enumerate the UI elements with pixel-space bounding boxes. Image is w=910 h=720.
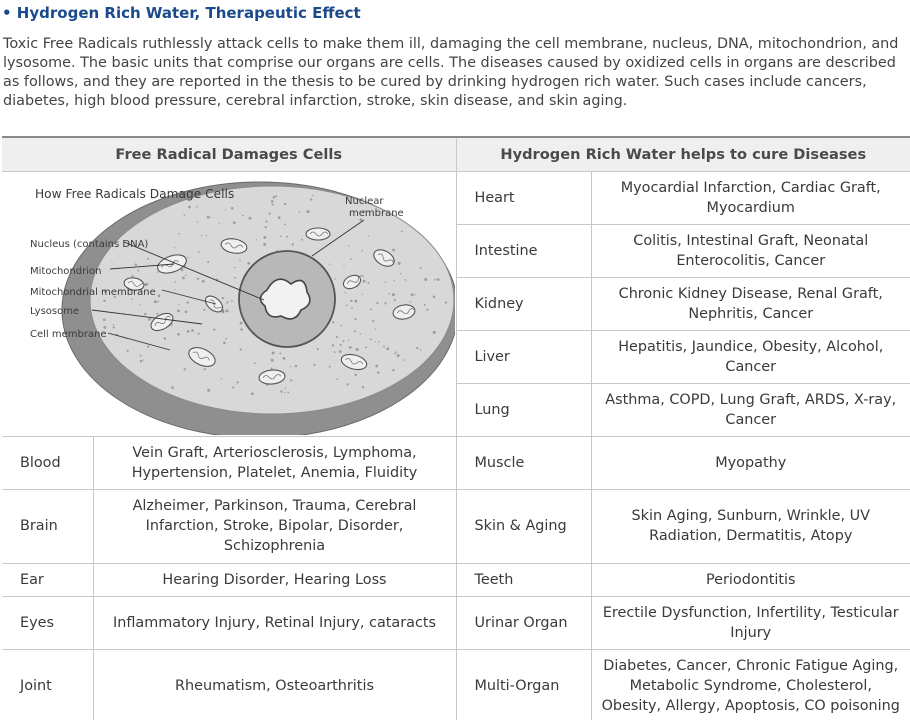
cell-diagram-cell <box>2 171 456 436</box>
cytoplasm-speckle <box>226 309 229 312</box>
cytoplasm-speckle <box>157 271 159 273</box>
cytoplasm-speckle <box>424 278 427 281</box>
cytoplasm-speckle <box>336 378 338 380</box>
cytoplasm-speckle <box>384 302 386 304</box>
cytoplasm-speckle <box>201 235 203 237</box>
cytoplasm-speckle <box>239 260 241 262</box>
cytoplasm-speckle <box>312 195 313 196</box>
cytoplasm-speckle <box>290 366 291 367</box>
cytoplasm-speckle <box>370 308 372 310</box>
table-row <box>2 436 910 489</box>
cytoplasm-speckle <box>269 213 271 215</box>
cytoplasm-speckle <box>203 309 205 311</box>
cytoplasm-speckle <box>437 278 440 281</box>
cytoplasm-speckle <box>147 346 149 348</box>
cytoplasm-speckle <box>187 301 189 303</box>
cytoplasm-speckle <box>135 263 137 265</box>
cytoplasm-speckle <box>372 320 374 322</box>
cytoplasm-speckle <box>119 255 120 256</box>
cytoplasm-speckle <box>354 300 357 303</box>
cytoplasm-speckle <box>275 195 277 197</box>
cytoplasm-speckle <box>329 263 330 264</box>
cytoplasm-speckle <box>247 262 250 265</box>
disease-list: Vein Graft, Arteriosclerosis, Lymphoma, Hypertension, Platelet, Anemia, Fluidity <box>93 436 456 489</box>
page-title: • Hydrogen Rich Water, Therapeutic Effect <box>2 4 361 22</box>
cytoplasm-speckle <box>113 324 114 325</box>
cytoplasm-speckle <box>272 203 274 205</box>
organ-name: Blood <box>2 436 93 489</box>
cytoplasm-speckle <box>375 341 376 342</box>
cytoplasm-speckle <box>356 348 359 351</box>
cytoplasm-speckle <box>158 294 161 297</box>
cytoplasm-speckle <box>219 223 220 224</box>
left-column-header: Free Radical Damages Cells <box>2 137 456 171</box>
cytoplasm-speckle <box>174 247 175 248</box>
cytoplasm-speckle <box>198 251 200 253</box>
cytoplasm-speckle <box>174 281 175 282</box>
cytoplasm-speckle <box>292 243 294 245</box>
organ-name: Muscle <box>456 436 591 489</box>
cytoplasm-speckle <box>280 390 282 392</box>
cytoplasm-speckle <box>191 329 194 332</box>
cytoplasm-speckle <box>144 313 146 315</box>
table-row <box>2 649 910 720</box>
disease-list: Hearing Disorder, Hearing Loss <box>93 563 456 596</box>
cytoplasm-speckle <box>354 374 356 376</box>
cytoplasm-speckle <box>363 280 366 283</box>
cytoplasm-speckle <box>147 258 149 260</box>
cytoplasm-speckle <box>284 358 286 360</box>
disease-list: Myocardial Infarction, Cardiac Graft, Myocardium <box>591 171 910 224</box>
cytoplasm-speckle <box>240 349 242 351</box>
right-column-header: Hydrogen Rich Water helps to cure Diseases <box>456 137 910 171</box>
disease-list: Periodontitis <box>591 563 910 596</box>
cytoplasm-speckle <box>184 368 186 370</box>
cytoplasm-speckle <box>196 206 198 208</box>
cytoplasm-speckle <box>301 239 303 241</box>
cytoplasm-speckle <box>394 353 396 355</box>
cytoplasm-speckle <box>256 239 257 240</box>
cytoplasm-speckle <box>368 235 369 236</box>
cytoplasm-speckle <box>420 267 422 269</box>
organ-name: Joint <box>2 649 93 720</box>
cytoplasm-speckle <box>204 368 206 370</box>
cytoplasm-speckle <box>137 270 139 272</box>
cytoplasm-speckle <box>383 346 385 348</box>
cytoplasm-speckle <box>254 362 256 364</box>
cytoplasm-speckle <box>388 293 390 295</box>
cytoplasm-speckle <box>225 338 227 340</box>
cytoplasm-speckle <box>213 329 215 331</box>
cytoplasm-speckle <box>272 352 275 355</box>
cytoplasm-speckle <box>242 215 244 217</box>
cytoplasm-speckle <box>187 257 188 258</box>
cytoplasm-speckle <box>232 386 234 388</box>
cytoplasm-speckle <box>427 309 428 310</box>
cytoplasm-speckle <box>273 196 276 199</box>
cytoplasm-speckle <box>140 360 143 363</box>
cytoplasm-speckle <box>290 379 292 381</box>
cytoplasm-speckle <box>394 299 396 301</box>
mitochondrion-shape <box>306 228 330 240</box>
cytoplasm-speckle <box>410 301 411 302</box>
cytoplasm-speckle <box>416 347 418 349</box>
cytoplasm-speckle <box>346 304 348 306</box>
cytoplasm-speckle <box>197 278 199 280</box>
cytoplasm-speckle <box>329 366 331 368</box>
cytoplasm-speckle <box>350 258 352 260</box>
table-row <box>2 171 910 224</box>
cytoplasm-speckle <box>332 344 334 346</box>
cytoplasm-speckle <box>343 340 345 342</box>
cytoplasm-speckle <box>263 236 266 239</box>
cytoplasm-speckle <box>156 313 158 315</box>
cytoplasm-speckle <box>279 352 281 354</box>
cytoplasm-speckle <box>222 297 224 299</box>
cytoplasm-speckle <box>350 300 352 302</box>
cytoplasm-speckle <box>234 277 236 279</box>
cytoplasm-speckle <box>148 318 151 321</box>
cytoplasm-speckle <box>424 304 426 306</box>
cytoplasm-speckle <box>335 278 337 280</box>
cytoplasm-speckle <box>392 369 394 371</box>
cytoplasm-speckle <box>370 338 372 340</box>
cytoplasm-speckle <box>306 210 309 213</box>
cytoplasm-speckle <box>434 279 436 281</box>
label-nuclear-membrane: Nuclear <box>345 196 384 207</box>
cytoplasm-speckle <box>401 230 403 232</box>
disease-table <box>2 136 910 720</box>
cell-damage-diagram <box>2 172 455 435</box>
cytoplasm-speckle <box>287 392 289 394</box>
cytoplasm-speckle <box>131 299 132 300</box>
cytoplasm-speckle <box>187 330 190 333</box>
cytoplasm-speckle <box>140 304 141 305</box>
cytoplasm-speckle <box>295 365 297 367</box>
label-nucleus: Nucleus (contains DNA) <box>30 239 149 250</box>
cytoplasm-speckle <box>411 293 414 296</box>
organ-name: Liver <box>456 330 591 383</box>
disease-list: Colitis, Intestinal Graft, Neonatal Enterocolitis, Cancer <box>591 224 910 277</box>
organ-name: Skin & Aging <box>456 489 591 563</box>
organ-name: Ear <box>2 563 93 596</box>
cytoplasm-speckle <box>340 325 341 326</box>
disease-list: Alzheimer, Parkinson, Trauma, Cerebral Infarction, Stroke, Bipolar, Disorder, Schizophrenia <box>93 489 456 563</box>
cytoplasm-speckle <box>271 367 273 369</box>
cytoplasm-speckle <box>126 350 128 352</box>
cytoplasm-speckle <box>284 392 285 393</box>
cytoplasm-speckle <box>336 336 338 338</box>
label-mitochondrion: Mitochondrion <box>30 266 102 277</box>
cytoplasm-speckle <box>386 347 389 350</box>
cytoplasm-speckle <box>132 275 134 277</box>
table-row <box>2 489 910 563</box>
disease-list: Chronic Kidney Disease, Renal Graft, Nephritis, Cancer <box>591 277 910 330</box>
cytoplasm-speckle <box>414 294 415 295</box>
cytoplasm-speckle <box>367 282 369 284</box>
cytoplasm-speckle <box>398 262 401 265</box>
cytoplasm-speckle <box>140 355 142 357</box>
cytoplasm-speckle <box>334 351 336 353</box>
cytoplasm-speckle <box>265 226 267 228</box>
disease-list: Myopathy <box>591 436 910 489</box>
cytoplasm-speckle <box>251 392 254 395</box>
cytoplasm-speckle <box>376 302 378 304</box>
cytoplasm-speckle <box>197 221 198 222</box>
cytoplasm-speckle <box>207 216 210 219</box>
cytoplasm-speckle <box>145 283 148 286</box>
cytoplasm-speckle <box>385 282 387 284</box>
cytoplasm-speckle <box>354 330 356 332</box>
disease-list: Asthma, COPD, Lung Graft, ARDS, X-ray, Cancer <box>591 383 910 436</box>
cytoplasm-speckle <box>183 214 185 216</box>
cytoplasm-speckle <box>348 340 349 341</box>
cytoplasm-speckle <box>445 301 447 303</box>
label-lysosome: Lysosome <box>30 306 80 317</box>
cytoplasm-speckle <box>271 359 274 362</box>
cytoplasm-speckle <box>103 300 105 302</box>
cytoplasm-speckle <box>206 235 207 236</box>
cytoplasm-speckle <box>392 293 395 296</box>
cytoplasm-speckle <box>226 302 227 303</box>
cytoplasm-speckle <box>210 217 211 218</box>
cytoplasm-speckle <box>349 346 352 349</box>
cytoplasm-speckle <box>263 243 266 246</box>
cytoplasm-speckle <box>284 224 286 226</box>
cytoplasm-speckle <box>361 250 363 252</box>
cytoplasm-speckle <box>285 387 286 388</box>
table-row <box>2 563 910 596</box>
cytoplasm-speckle <box>178 233 180 235</box>
cytoplasm-speckle <box>249 217 252 220</box>
cytoplasm-speckle <box>420 349 422 351</box>
cytoplasm-speckle <box>397 354 400 357</box>
disease-list: Skin Aging, Sunburn, Wrinkle, UV Radiation, Dermatitis, Atopy <box>591 489 910 563</box>
organ-name: Teeth <box>456 563 591 596</box>
disease-list: Erectile Dysfunction, Infertility, Testicular Injury <box>591 596 910 649</box>
cytoplasm-speckle <box>164 337 166 339</box>
cytoplasm-speckle <box>284 203 286 205</box>
cytoplasm-speckle <box>392 249 395 252</box>
cytoplasm-speckle <box>271 200 274 203</box>
organ-name: Heart <box>456 171 591 224</box>
cytoplasm-speckle <box>103 319 106 322</box>
cytoplasm-speckle <box>171 386 174 389</box>
cytoplasm-speckle <box>346 383 348 385</box>
cytoplasm-speckle <box>394 280 395 281</box>
cytoplasm-speckle <box>433 296 436 299</box>
cytoplasm-speckle <box>351 307 353 309</box>
cytoplasm-speckle <box>177 333 180 336</box>
cytoplasm-speckle <box>221 378 222 379</box>
organ-name: Lung <box>456 383 591 436</box>
cytoplasm-speckle <box>375 329 376 330</box>
label-mitochondrial-membrane: Mitochondrial membrane <box>30 287 156 298</box>
cytoplasm-speckle <box>223 342 226 345</box>
cytoplasm-speckle <box>365 346 367 348</box>
organ-name: Intestine <box>456 224 591 277</box>
cytoplasm-speckle <box>177 309 180 312</box>
disease-list: Hepatitis, Jaundice, Obesity, Alcohol, Cancer <box>591 330 910 383</box>
cytoplasm-speckle <box>113 326 115 328</box>
cytoplasm-speckle <box>317 348 319 350</box>
cytoplasm-speckle <box>174 289 175 290</box>
cytoplasm-speckle <box>400 273 401 274</box>
label-cell-membrane: Cell membrane <box>30 329 107 340</box>
cytoplasm-speckle <box>299 211 301 213</box>
cytoplasm-speckle <box>182 277 185 280</box>
cytoplasm-speckle <box>179 304 180 305</box>
cytoplasm-speckle <box>404 359 406 361</box>
cytoplasm-speckle <box>343 266 344 267</box>
cytoplasm-speckle <box>240 322 243 325</box>
cytoplasm-speckle <box>265 221 267 223</box>
organ-name: Urinar Organ <box>456 596 591 649</box>
cytoplasm-speckle <box>377 371 379 373</box>
cytoplasm-speckle <box>185 311 188 314</box>
diagram-title: How Free Radicals Damage Cells <box>35 187 235 201</box>
label-nuclear-membrane: membrane <box>349 208 404 219</box>
cytoplasm-speckle <box>375 365 378 368</box>
cytoplasm-speckle <box>207 389 210 392</box>
intro-paragraph: Toxic Free Radicals ruthlessly attack cells to make them ill, damaging the cell membrane, nucleus, DNA, mitochondrion, and lysosome. The basic units that comprise our organs are cells. The diseases caused by oxidized cells in organs are described as follows, and they are reported in the thesis to be cured by drinking hydrogen rich water. Such cases include cancers, diabetes, high blood pressure, cerebral infarction, stroke, skin disease, and skin aging. <box>3 36 899 109</box>
cytoplasm-speckle <box>396 351 397 352</box>
cytoplasm-speckle <box>355 318 357 320</box>
organ-name: Kidney <box>456 277 591 330</box>
cytoplasm-speckle <box>278 216 281 219</box>
cytoplasm-speckle <box>265 384 266 385</box>
cytoplasm-speckle <box>233 221 236 224</box>
organ-name: Multi-Organ <box>456 649 591 720</box>
cytoplasm-speckle <box>310 198 312 200</box>
cytoplasm-speckle <box>405 279 407 281</box>
cytoplasm-speckle <box>197 332 199 334</box>
disease-list: Inflammatory Injury, Retinal Injury, cataracts <box>93 596 456 649</box>
cytoplasm-speckle <box>360 333 361 334</box>
cytoplasm-speckle <box>339 350 342 353</box>
cytoplasm-speckle <box>237 381 239 383</box>
cytoplasm-speckle <box>286 236 288 238</box>
cytoplasm-speckle <box>207 261 209 263</box>
cytoplasm-speckle <box>231 300 233 302</box>
disease-list: Rheumatism, Osteoarthritis <box>93 649 456 720</box>
cytoplasm-speckle <box>188 206 191 209</box>
cytoplasm-speckle <box>361 294 362 295</box>
cytoplasm-speckle <box>348 245 349 246</box>
cytoplasm-speckle <box>433 331 436 334</box>
cytoplasm-speckle <box>362 386 364 388</box>
cytoplasm-speckle <box>332 321 334 323</box>
cytoplasm-speckle <box>378 341 380 343</box>
disease-list: Diabetes, Cancer, Chronic Fatigue Aging, Metabolic Syndrome, Cholesterol, Obesity, Allergy, Apoptosis, CO poisoning <box>591 649 910 720</box>
organ-name: Brain <box>2 489 93 563</box>
cytoplasm-speckle <box>157 301 159 303</box>
cytoplasm-speckle <box>185 275 186 276</box>
cytoplasm-speckle <box>234 267 236 269</box>
cytoplasm-speckle <box>240 328 242 330</box>
cytoplasm-speckle <box>143 359 144 360</box>
cytoplasm-speckle <box>154 300 156 302</box>
cytoplasm-speckle <box>345 292 346 293</box>
table-header-row <box>2 137 910 171</box>
organ-name: Eyes <box>2 596 93 649</box>
cytoplasm-speckle <box>340 344 342 346</box>
cytoplasm-speckle <box>280 235 282 237</box>
cytoplasm-speckle <box>231 207 234 210</box>
cytoplasm-speckle <box>313 364 315 366</box>
cytoplasm-speckle <box>225 209 226 210</box>
cytoplasm-speckle <box>202 280 205 283</box>
table-row <box>2 596 910 649</box>
